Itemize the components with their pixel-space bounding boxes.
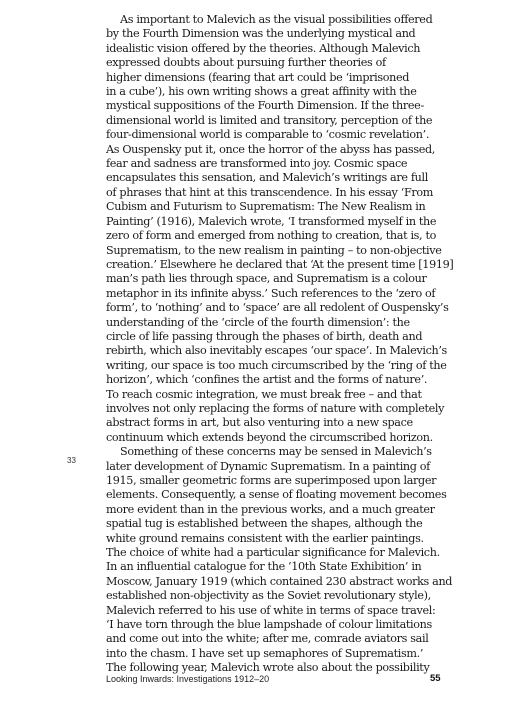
text-line: encapsulates this sensation, and Malevich’s writings are full	[106, 171, 428, 185]
text-line: 1915, smaller geometric forms are superimposed upon larger	[106, 474, 437, 487]
text-line: later development of Dynamic Suprematism. In a painting of	[106, 459, 430, 473]
text-line: zero of form and emerged from nothing to creation, that is, to	[106, 229, 437, 243]
text-line: dimensional world is limited and transitory, perception of the	[106, 113, 433, 127]
text-line: idealistic vision offered by the theories. Although Malevich	[106, 41, 421, 55]
text-line: established non-objectivity as the Soviet revolutionary style),	[106, 589, 431, 603]
text-line: The choice of white had a particular significance for Malevich.	[106, 546, 440, 560]
text-line: white ground remains consistent with the earlier paintings.	[106, 531, 424, 545]
text-line: more evident than in the previous works, and a much greater	[106, 502, 435, 516]
text-line: and come out into the white; after me, comrade aviators sail	[106, 632, 429, 646]
text-line: horizon’, which ‘confines the artist and the forms of nature’.	[106, 373, 428, 387]
text-line: Cubism and Futurism to Suprematism: The New Realism in	[106, 200, 426, 214]
text-line: The following year, Malevich wrote also about the possibility	[106, 661, 430, 675]
text-line: metaphor in its infinite abyss.’ Such references to the ‘zero of	[106, 286, 436, 300]
text-line: Painting’ (1916), Malevich wrote, ‘I transformed myself in the	[106, 214, 437, 228]
text-line: by the Fourth Dimension was the underlying mystical and	[106, 27, 416, 41]
text-line: circle of life passing through the phases of birth, death and	[106, 329, 423, 343]
text-line: form’, to ‘nothing’ and to ‘space’ are all redolent of Ouspensky’s	[106, 301, 449, 315]
text-line: In an influential catalogue for the ‘10th State Exhibition’ in	[106, 560, 422, 574]
text-line: As important to Malevich as the visual possibilities offered	[120, 13, 433, 26]
page-number: 55	[430, 673, 441, 684]
text-line: As Ouspensky put it, once the horror of the abyss has passed,	[106, 142, 435, 156]
text-line: continuum which extends beyond the circumscribed horizon.	[106, 430, 433, 444]
text-line: mystical suppositions of the Fourth Dimension. If the three-	[106, 99, 424, 113]
text-line: rebirth, which also inevitably escapes ‘our space’. In Malevich’s	[106, 344, 447, 358]
text-line: involves not only replacing the forms of nature with completely	[106, 401, 445, 415]
text-line: man’s path lies through space, and Suprematism is a colour	[106, 272, 427, 286]
text-line: Malevich referred to his use of white in terms of space travel:	[106, 603, 436, 617]
text-line: ‘I have torn through the blue lampshade of colour limitations	[106, 618, 432, 632]
text-line: abstract forms in art, but also venturing into a new space	[106, 416, 413, 430]
text-line: higher dimensions (fearing that art could be ‘imprisoned	[106, 70, 410, 84]
text-line: writing, our space is too much circumscribed by the ‘ring of the	[106, 358, 447, 372]
text-line: in a cube’), his own writing shows a great affinity with the	[106, 85, 417, 99]
text-line: of phrases that hint at this transcendence. In his essay ‘From	[106, 185, 433, 199]
text-line: Moscow, January 1919 (which contained 230 abstract works and	[106, 574, 453, 588]
text-line: fear and sadness are transformed into joy. Cosmic space	[106, 157, 408, 171]
text-line: four-dimensional world is comparable to ‘cosmic revelation’.	[106, 128, 430, 142]
text-line: Suprematism, to the new realism in painting – to non-objective	[106, 243, 442, 257]
text-line: elements. Consequently, a sense of floating movement becomes	[106, 488, 447, 502]
text-line: creation.’ Elsewhere he declared that ‘At the present time [1919]	[106, 257, 454, 271]
text-line: expressed doubts about pursuing further theories of	[106, 56, 386, 70]
text-line: spatial tug is established between the shapes, although the	[106, 517, 423, 531]
body-text	[106, 13, 491, 676]
margin-figure-reference: 33	[67, 456, 76, 465]
running-footer-title: Looking Inwards: Investigations 1912–20	[106, 674, 270, 684]
text-line: understanding of the ‘circle of the fourth dimension’: the	[106, 315, 410, 329]
text-line: To reach cosmic integration, we must break free – and that	[106, 387, 422, 401]
text-line: Something of these concerns may be sensed in Malevich’s	[120, 445, 432, 459]
text-line: into the chasm. I have set up semaphores of Suprematism.’	[106, 646, 424, 660]
